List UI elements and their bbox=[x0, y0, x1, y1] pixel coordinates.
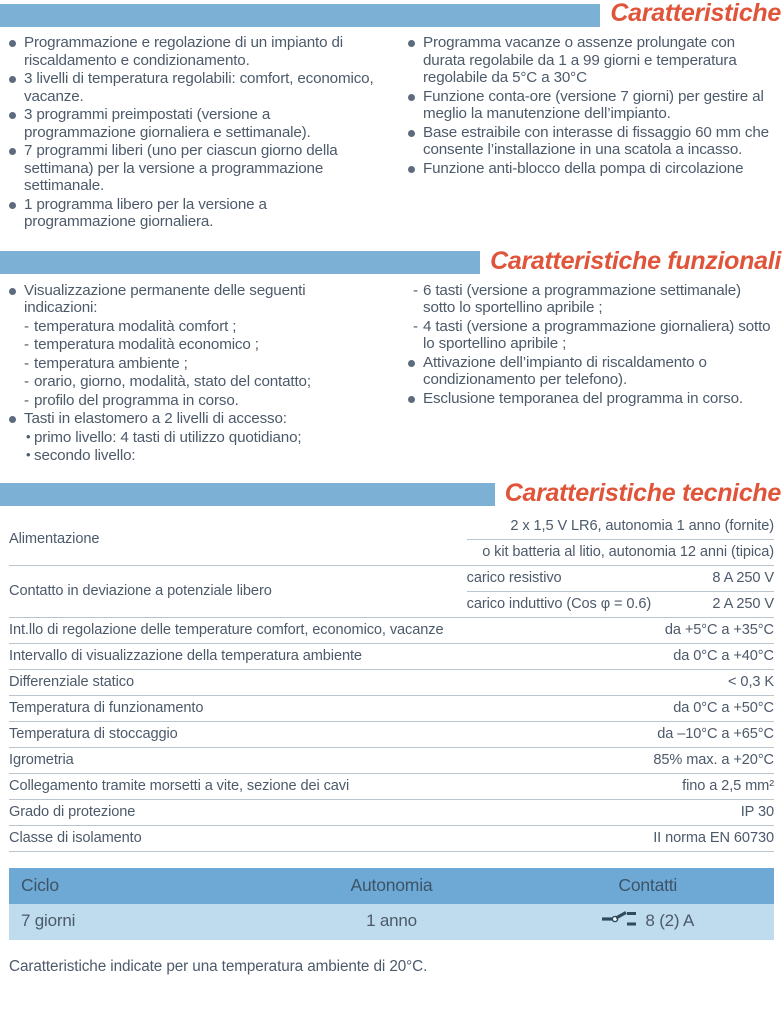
technical-specs-table bbox=[9, 514, 774, 852]
spec-label: Intervallo di visualizzazione della temperatura ambiente bbox=[9, 643, 467, 669]
spec-value: 85% max. a +20°C bbox=[467, 747, 774, 773]
feature-list-item: - 4 tasti (versione a programmazione giornaliera) sotto lo sportellino apribile ; bbox=[407, 318, 774, 353]
spec-value: fino a 2,5 mm² bbox=[467, 773, 774, 799]
feature-list-item: 3 programmi preimpostati (versione a programmazione giornaliera e settimanale). bbox=[8, 106, 377, 141]
spec-label: Temperatura di funzionamento bbox=[9, 695, 467, 721]
feature-list-item: Funzione anti-blocco della pompa di circolazione bbox=[407, 160, 774, 178]
spec-value: da –10°C a +65°C bbox=[467, 721, 774, 747]
feature-list-item: Programma vacanze o assenze prolungate con durata regolabile da 1 a 99 giorni e temperatura regolabile da 5°C a 30°C bbox=[407, 34, 774, 87]
cycle-header-contatti: Contatti bbox=[522, 868, 774, 904]
section-title-functional: Caratteristiche funzionali bbox=[490, 246, 781, 275]
feature-list-item: - profilo del programma in corso. bbox=[8, 392, 377, 410]
spec-value: 2 A 250 V bbox=[697, 591, 774, 617]
feature-list-item: Funzione conta-ore (versione 7 giorni) per gestire al meglio la manutenzione dell’impianto. bbox=[407, 88, 774, 123]
spec-label: Igrometria bbox=[9, 747, 467, 773]
feature-list-item: Attivazione dell’impianto di riscaldamento o condizionamento per telefono). bbox=[407, 354, 774, 389]
spec-row bbox=[9, 617, 774, 643]
spacer-after-functional bbox=[0, 466, 783, 480]
contact-rating-text: 8 (2) A bbox=[645, 911, 695, 930]
cycle-header-ciclo: Ciclo bbox=[9, 868, 261, 904]
spec-value: o kit batteria al litio, autonomia 12 anni (tipica) bbox=[467, 539, 774, 565]
spec-label: Differenziale statico bbox=[9, 669, 467, 695]
feature-list-item: - temperatura ambiente ; bbox=[8, 355, 377, 373]
cycle-value-ciclo: 7 giorni bbox=[9, 904, 261, 940]
section-title-technical: Caratteristiche tecniche bbox=[504, 478, 781, 507]
feature-list-item: - temperatura modalità economico ; bbox=[8, 336, 377, 354]
spec-sublabel: carico resistivo bbox=[467, 565, 697, 591]
features-columns bbox=[0, 34, 783, 232]
features-right-column bbox=[391, 34, 782, 232]
spec-label: Contatto in deviazione a potenziale libero bbox=[9, 565, 467, 617]
features-left-column bbox=[0, 34, 391, 232]
cycle-header-row bbox=[9, 868, 774, 904]
section-header-features bbox=[0, 0, 783, 30]
header-blue-bar bbox=[0, 483, 495, 506]
spec-row bbox=[9, 721, 774, 747]
spec-row bbox=[9, 565, 774, 591]
spec-row bbox=[9, 799, 774, 825]
cycle-header-autonomia: Autonomia bbox=[261, 868, 521, 904]
spec-value: da 0°C a +50°C bbox=[467, 695, 774, 721]
functional-columns bbox=[0, 282, 783, 466]
spec-row bbox=[9, 773, 774, 799]
spec-row bbox=[9, 695, 774, 721]
footnote-text: Caratteristiche indicate per una temperatura ambiente di 20°C. bbox=[9, 957, 428, 975]
spec-value: da 0°C a +40°C bbox=[467, 643, 774, 669]
spec-value: 8 A 250 V bbox=[697, 565, 774, 591]
spec-row bbox=[9, 825, 774, 851]
feature-list-item: Programmazione e regolazione di un impianto di riscaldamento e condizionamento. bbox=[8, 34, 377, 69]
feature-list-item: 7 programmi liberi (uno per ciascun giorno della settimana) per la versione a programmazione settimanale. bbox=[8, 142, 377, 195]
cycle-data-row bbox=[9, 904, 774, 940]
feature-list-item: • secondo livello: bbox=[8, 447, 377, 465]
feature-list-item: - 6 tasti (versione a programmazione settimanale) sotto lo sportellino apribile ; bbox=[407, 282, 774, 317]
cycle-table-body bbox=[9, 904, 774, 940]
feature-list-item: Tasti in elastomero a 2 livelli di accesso: bbox=[8, 410, 377, 428]
spec-value: IP 30 bbox=[467, 799, 774, 825]
spec-label: Collegamento tramite morsetti a vite, sezione dei cavi bbox=[9, 773, 467, 799]
feature-list-item: - temperatura modalità comfort ; bbox=[8, 318, 377, 336]
header-blue-bar bbox=[0, 4, 600, 27]
spec-label: Int.llo di regolazione delle temperature comfort, economico, vacanze bbox=[9, 617, 467, 643]
spec-value: < 0,3 K bbox=[467, 669, 774, 695]
spec-value: da +5°C a +35°C bbox=[467, 617, 774, 643]
spec-value: 2 x 1,5 V LR6, autonomia 1 anno (fornite) bbox=[467, 514, 774, 540]
spec-label: Grado di protezione bbox=[9, 799, 467, 825]
spec-row bbox=[9, 669, 774, 695]
feature-list-item: Esclusione temporanea del programma in corso. bbox=[407, 390, 774, 408]
header-blue-bar bbox=[0, 251, 480, 274]
spec-value: II norma EN 60730 bbox=[467, 825, 774, 851]
features-left-list bbox=[8, 34, 377, 231]
feature-list-item: Visualizzazione permanente delle seguenti indicazioni: bbox=[8, 282, 377, 317]
functional-right-column bbox=[391, 282, 782, 466]
contact-rating-group bbox=[601, 910, 694, 933]
spec-label: Classe di isolamento bbox=[9, 825, 467, 851]
features-right-list bbox=[407, 34, 774, 177]
spec-row bbox=[9, 514, 774, 540]
spec-row bbox=[9, 747, 774, 773]
spec-label: Temperatura di stoccaggio bbox=[9, 721, 467, 747]
feature-list-item: - orario, giorno, modalità, stato del contatto; bbox=[8, 373, 377, 391]
spec-sublabel: carico induttivo (Cos φ = 0.6) bbox=[467, 591, 697, 617]
section-header-functional bbox=[0, 248, 783, 278]
spec-row bbox=[9, 643, 774, 669]
spec-label: Alimentazione bbox=[9, 514, 467, 566]
section-title-features: Caratteristiche bbox=[610, 0, 781, 27]
feature-list-item: 1 programma libero per la versione a programmazione giornaliera. bbox=[8, 196, 377, 231]
cycle-value-contatti bbox=[522, 904, 774, 940]
feature-list-item: • primo livello: 4 tasti di utilizzo quotidiano; bbox=[8, 429, 377, 447]
technical-specs-body bbox=[9, 514, 774, 852]
cycle-table-head bbox=[9, 868, 774, 904]
section-header-technical bbox=[0, 480, 783, 510]
spacer-after-features bbox=[0, 232, 783, 248]
cycle-summary-table bbox=[9, 868, 774, 940]
functional-right-list bbox=[407, 282, 774, 408]
functional-left-column bbox=[0, 282, 391, 466]
cycle-value-autonomia: 1 anno bbox=[261, 904, 521, 940]
functional-left-list bbox=[8, 282, 377, 465]
feature-list-item: 3 livelli di temperatura regolabili: comfort, economico, vacanze. bbox=[8, 70, 377, 105]
feature-list-item: Base estraibile con interasse di fissaggio 60 mm che consente l’installazione in una scatola a incasso. bbox=[407, 124, 774, 159]
changeover-contact-icon bbox=[601, 910, 637, 933]
